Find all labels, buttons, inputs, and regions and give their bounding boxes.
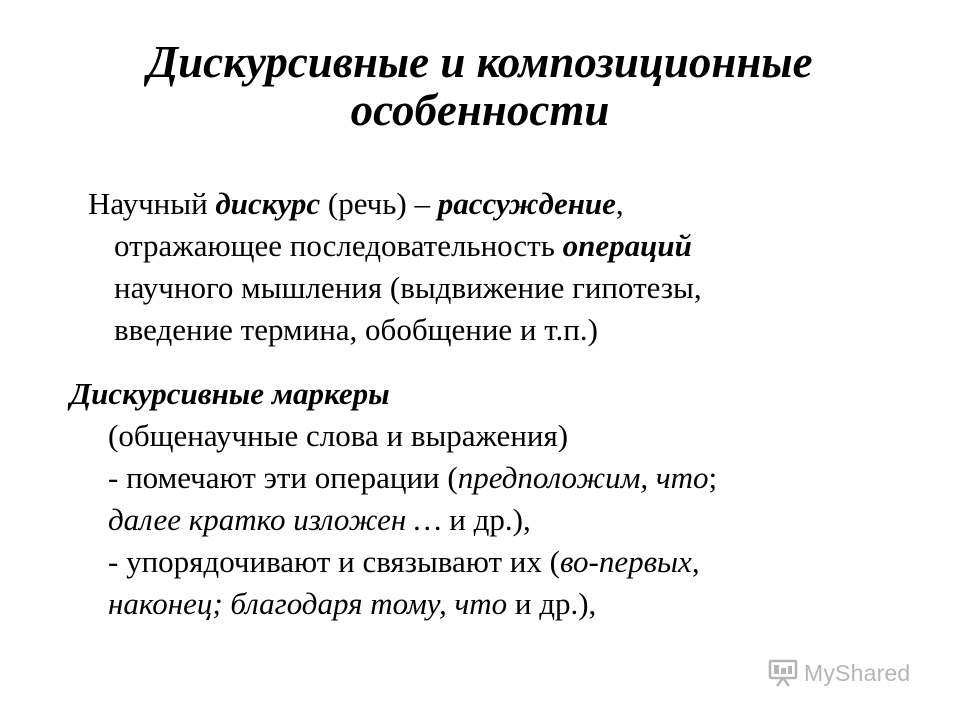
text-plain: и др.), (507, 586, 597, 621)
myshared-watermark (768, 655, 928, 691)
presentation-board-icon (768, 658, 798, 688)
slide-title-line-2: особенности (350, 85, 610, 135)
watermark-text: MyShared (804, 659, 911, 686)
text-plain: , (691, 544, 700, 579)
paragraph1-line-2 (88, 225, 702, 267)
slide-title (0, 38, 960, 134)
example-phrase: наконец; благодаря тому, что (108, 586, 508, 621)
paragraph2-line-3 (70, 457, 717, 499)
text-plain: и др.), (441, 502, 531, 537)
paragraph1-line-3: научного мышления (выдвижение гипотезы, (114, 270, 702, 305)
paragraph2-line-2: (общенаучные слова и выражения) (108, 418, 569, 453)
text-plain: - упорядочивают и связывают их ( (108, 544, 560, 579)
example-phrase: предположим, что (457, 460, 709, 495)
paragraph2-line-6 (70, 583, 717, 625)
paragraph-discourse-markers (70, 373, 717, 625)
paragraph2-line-4 (70, 499, 717, 541)
text-plain: отражающее последовательность (114, 228, 563, 263)
term-reasoning: рассуждение (437, 186, 616, 221)
text-plain: (речь) – (320, 186, 438, 221)
term-discourse: дискурс (215, 186, 321, 221)
text-plain: - помечают эти операции ( (108, 460, 458, 495)
text-plain: , (615, 186, 624, 221)
term-operations: операций (562, 228, 692, 263)
paragraph1-line-4: введение термина, обобщение и т.п.) (114, 312, 598, 347)
text-plain: Научный (88, 186, 216, 221)
paragraph-scientific-discourse (88, 183, 702, 351)
example-phrase: во-первых (559, 544, 692, 579)
text-plain: ; (708, 460, 718, 495)
slide-title-line-1: Дискурсивные и композиционные (147, 37, 813, 87)
paragraph2-line-5 (70, 541, 717, 583)
example-phrase: далее кратко изложен … (108, 502, 442, 537)
paragraph2-heading: Дискурсивные маркеры (70, 376, 390, 411)
paragraph1-line-1 (88, 183, 702, 225)
